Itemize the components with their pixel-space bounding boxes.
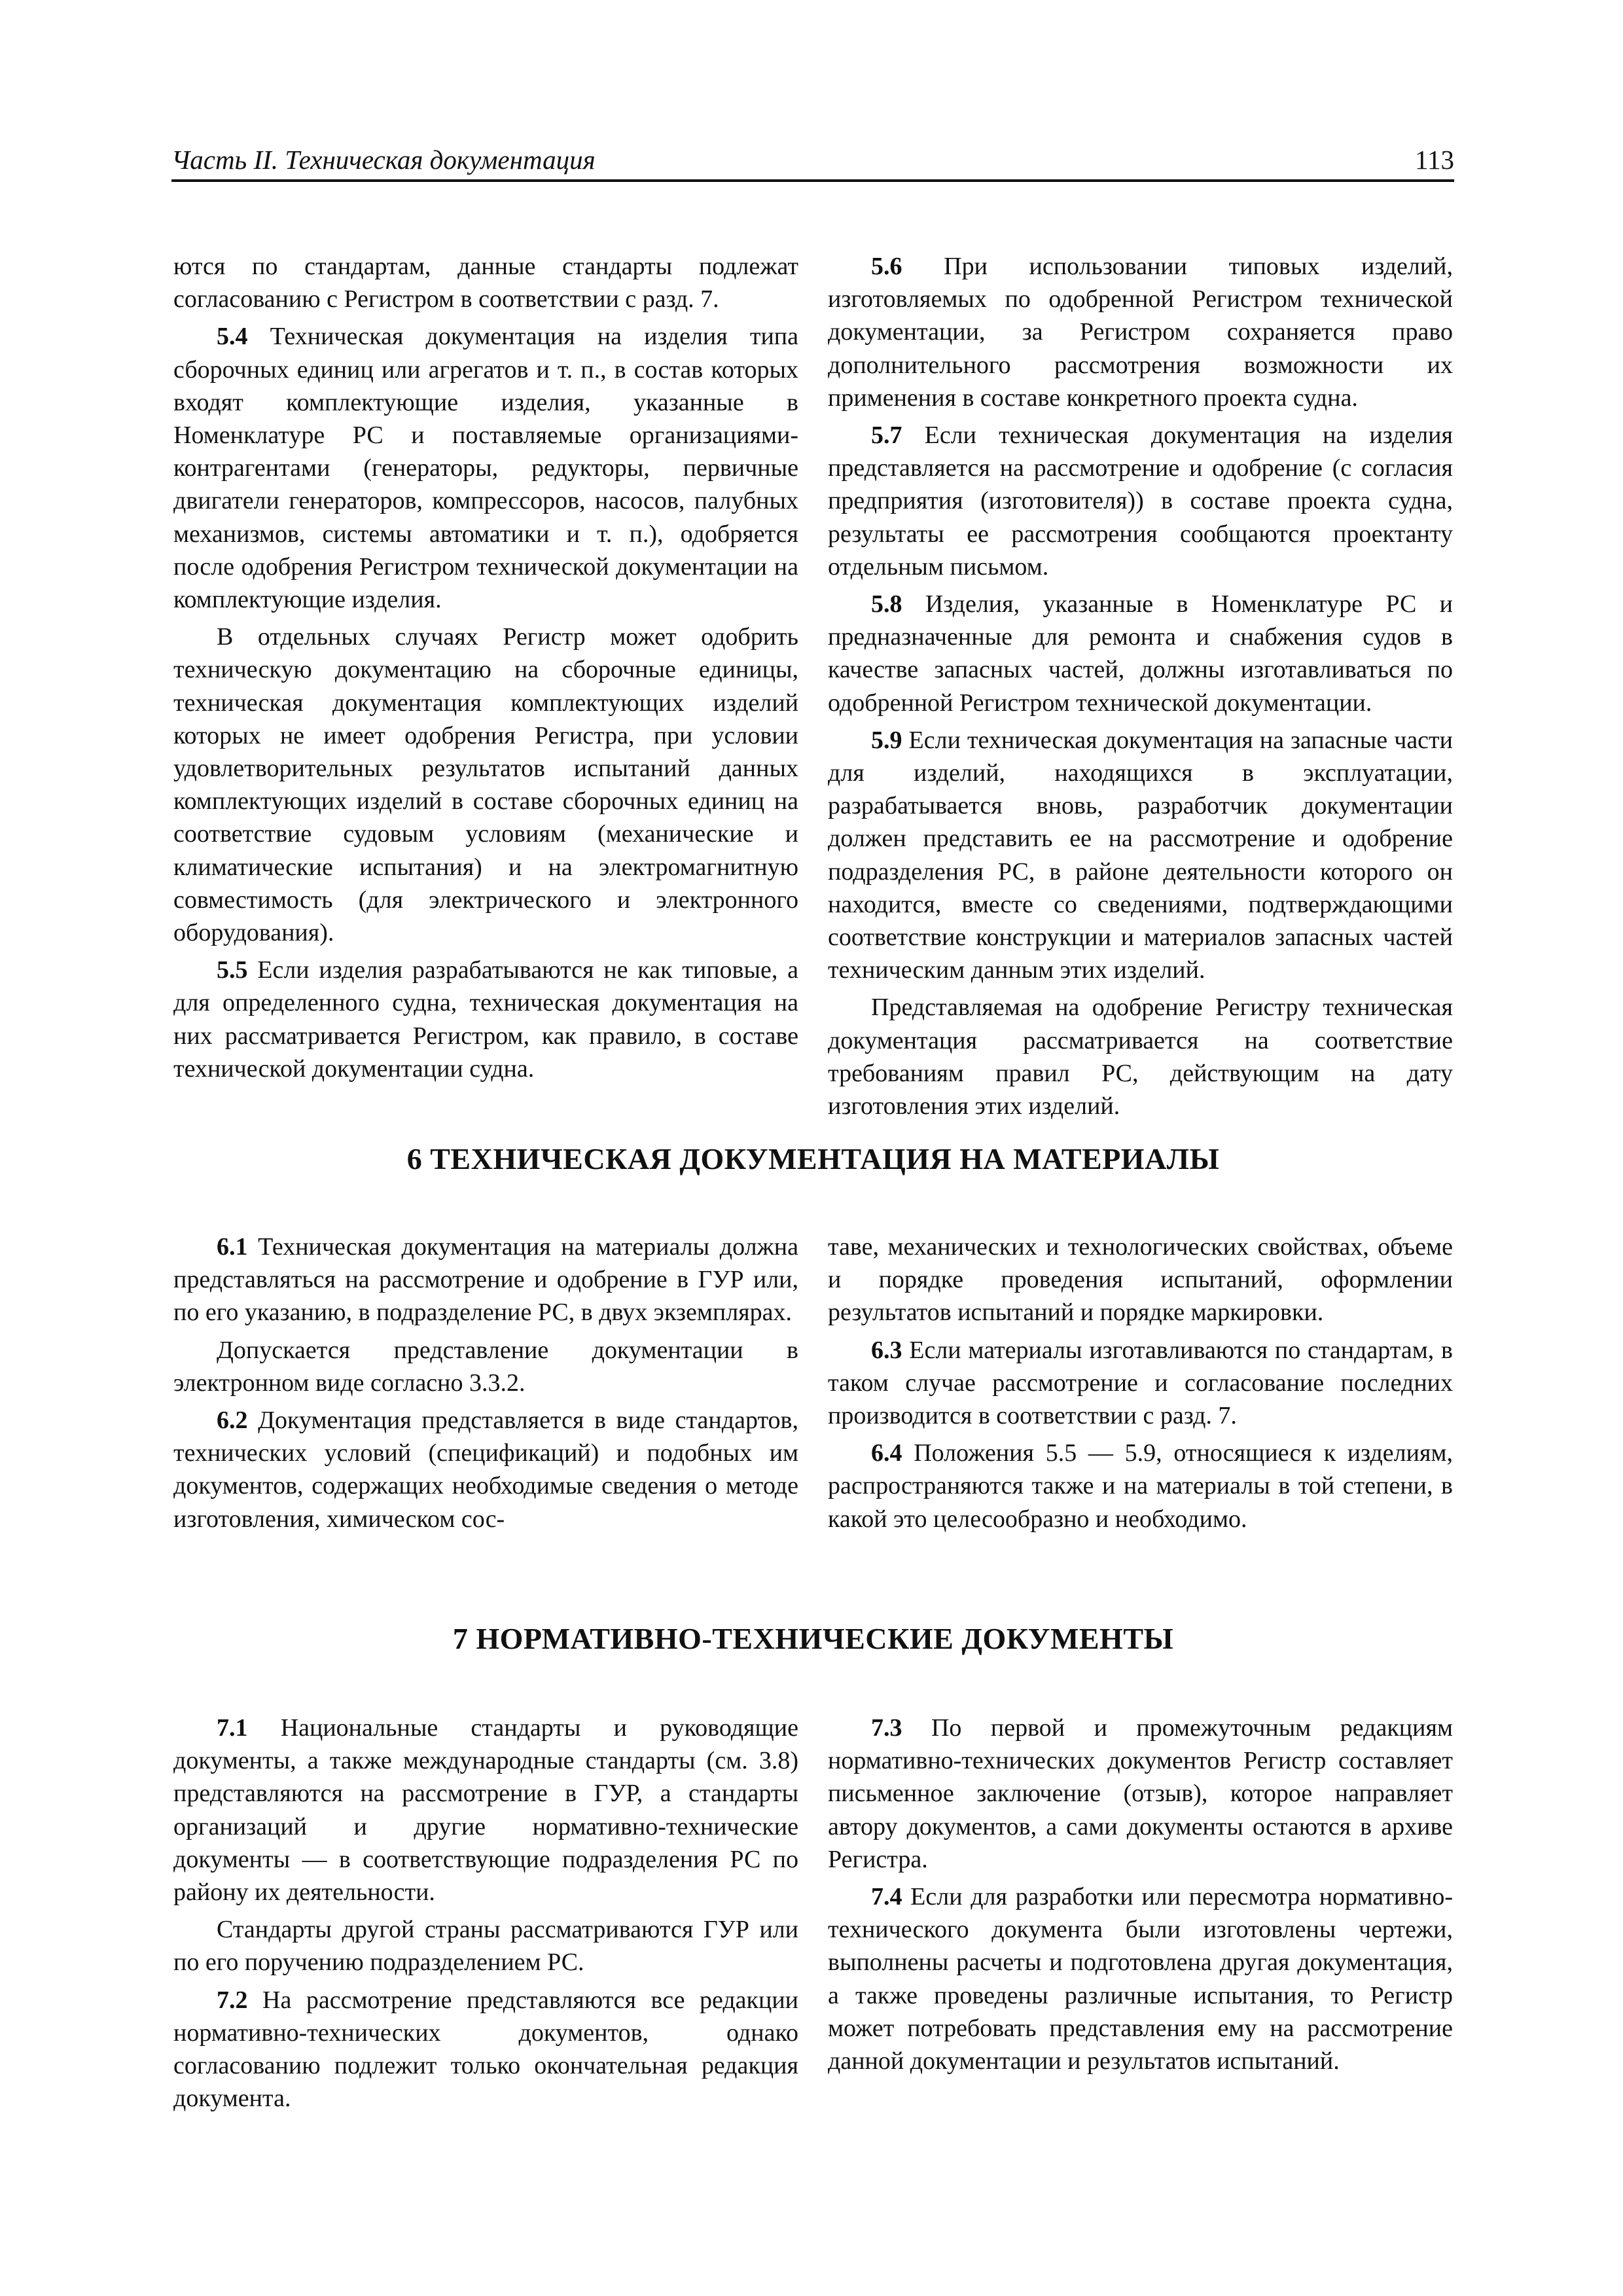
paragraph	[173, 320, 798, 616]
paragraph	[828, 1880, 1453, 2077]
paragraph	[828, 1334, 1453, 1433]
page-number: 113	[1415, 145, 1454, 175]
paragraph	[173, 620, 798, 949]
clause-number: 6.4	[871, 1439, 902, 1467]
paragraph-text: Национальные стандарты и руководящие документы, а также международные стандарты (см. 3.8) представляются на рассмотрение в ГУР, а стандарты организаций и другие нормативно-технические документы — в соответствующие подразделения РС по району их деятельности.	[173, 1714, 798, 1907]
paragraph	[173, 1984, 798, 2115]
right-column	[828, 1712, 1453, 2115]
clause-number: 5.7	[871, 422, 902, 450]
paragraph	[828, 419, 1453, 583]
page-header	[171, 143, 1454, 182]
clause-number: 5.6	[871, 253, 902, 280]
paragraph-text: Техническая документация на материалы должна представляться на рассмотрение и одобрение в ГУР или, по его указанию, в подразделение РС, в двух экземплярах.	[173, 1233, 798, 1327]
paragraph-text: Стандарты другой страны рассматриваются ГУР или по его поручению подразделением РС.	[173, 1916, 798, 1977]
right-column	[828, 250, 1453, 1122]
paragraph-text: ются по стандартам, данные стандарты подлежат согласованию с Регистром в соответствии с разд. 7.	[173, 253, 798, 314]
clause-number: 5.4	[217, 323, 248, 351]
section-6-body	[173, 1230, 1453, 1535]
clause-number: 6.1	[217, 1233, 248, 1261]
clause-number: 7.4	[871, 1883, 902, 1911]
right-column	[828, 1230, 1453, 1535]
clause-number: 5.5	[217, 956, 248, 984]
section-5-body	[173, 250, 1453, 1122]
clause-number: 7.2	[217, 1986, 248, 2014]
clause-number: 5.8	[871, 590, 902, 619]
paragraph-text: Если техническая документация на запасные части для изделий, находящихся в эксплуатации, разрабатывается вновь, разработчик документации должен представить ее на рассмотрение и одобрение подразделения РС, в районе деятельности которого он находится, вместе со сведениями, подтверждающими соответствие конструкции и материалов запасных частей техническим данным этих изделий.	[828, 726, 1453, 984]
paragraph	[828, 588, 1453, 719]
paragraph	[173, 1913, 798, 1979]
paragraph-text: При использовании типовых изделий, изготовляемых по одобренной Регистром технической документации, за Регистром сохраняется право дополнительного рассмотрения возможности их применения в составе конкретного проекта судна.	[828, 253, 1453, 412]
clause-number: 7.1	[217, 1714, 248, 1742]
paragraph	[173, 250, 798, 315]
paragraph	[828, 1230, 1453, 1329]
clause-number: 6.3	[871, 1336, 902, 1364]
clause-number: 7.3	[871, 1714, 902, 1742]
left-column	[173, 1712, 798, 2115]
paragraph-text: Если изделия разрабатываются не как типовые, а для определенного судна, техническая документация на них рассматривается Регистром, как правило, в составе технической документации судна.	[173, 956, 798, 1083]
section-7-title: 7 НОРМАТИВНО-ТЕХНИЧЕСКИЕ ДОКУМЕНТЫ	[452, 1622, 1174, 1655]
paragraph-text: Изделия, указанные в Номенклатуре РС и предназначенные для ремонта и снабжения судов в качестве запасных частей, должны изготавливаться по одобренной Регистром технической документации.	[828, 590, 1453, 717]
running-title: Часть II. Техническая документация	[171, 145, 596, 175]
paragraph-text: Допускается представление документации в электронном виде согласно 3.3.2.	[173, 1336, 798, 1397]
left-column	[173, 250, 798, 1122]
section-7-body	[173, 1712, 1453, 2115]
paragraph-text: Техническая документация на изделия типа сборочных единиц или агрегатов и т. п., в состав которых входят комплектующие изделия, указанные в Номенклатуре РС и поставляемые организациями-контрагентами (генераторы, редукторы, первичные двигатели генераторов, компрессоров, насосов, палубных механизмов, системы автоматики и т. п.), одобряется после одобрения Регистром технической документации на комплектующие изделия.	[173, 323, 798, 614]
paragraph-text: Если для разработки или пересмотра нормативно-технического документа были изготовлены чертежи, выполнены расчеты и подготовлена другая документация, а также проведены различные испытания, то Регистр может потребовать представления ему на рассмотрение данной документации и результатов испытаний.	[828, 1883, 1453, 2075]
paragraph-text: Если материалы изготавливаются по стандартам, в таком случае рассмотрение и согласование последних производится в соответствии с разд. 7.	[828, 1336, 1453, 1430]
left-column	[173, 1230, 798, 1535]
paragraph	[173, 1404, 798, 1535]
paragraph	[173, 1334, 798, 1399]
paragraph-text: Представляемая на одобрение Регистру техническая документация рассматривается на соответствие требованиям правил РС, действующим на дату изготовления этих изделий.	[828, 994, 1453, 1121]
paragraph	[828, 1712, 1453, 1876]
paragraph-text: таве, механических и технологических свойствах, объеме и порядке проведения испытаний, оформлении результатов испытаний и порядке маркировки.	[828, 1233, 1453, 1327]
paragraph	[828, 250, 1453, 414]
paragraph-text: Положения 5.5 — 5.9, относящиеся к изделиям, распространяются также и на материалы в той степени, в какой это целесообразно и необходимо.	[828, 1439, 1453, 1533]
paragraph	[173, 954, 798, 1085]
paragraph	[173, 1230, 798, 1329]
section-6-title: 6 ТЕХНИЧЕСКАЯ ДОКУМЕНТАЦИЯ НА МАТЕРИАЛЫ	[406, 1142, 1220, 1175]
paragraph-text: На рассмотрение представляются все редакции нормативно-технических документов, однако согласованию подлежит только окончательная редакция документа.	[173, 1986, 798, 2113]
paragraph-text: Документация представляется в виде стандартов, технических условий (спецификаций) и подобных им документов, содержащих необходимые сведения о методе изготовления, химическом сос-	[173, 1407, 798, 1533]
paragraph	[828, 991, 1453, 1122]
paragraph	[828, 1437, 1453, 1535]
clause-number: 5.9	[871, 726, 902, 754]
clause-number: 6.2	[217, 1407, 248, 1435]
paragraph	[173, 1712, 798, 1909]
paragraph-text: В отдельных случаях Регистр может одобрить техническую документацию на сборочные единицы, техническая документация комплектующих изделий которых не имеет одобрения Регистра, при условии удовлетворительных результатов испытаний данных комплектующих изделий в составе сборочных единиц на соответствие судовым условиям (механические и климатические испытания) и на электромагнитную совместимость (для электрического и электронного оборудования).	[173, 623, 798, 947]
paragraph-text: Если техническая документация на изделия представляется на рассмотрение и одобрение (с согласия предприятия (изготовителя)) в составе проекта судна, результаты ее рассмотрения сообщаются проектанту отдельным письмом.	[828, 422, 1453, 581]
paragraph	[828, 724, 1453, 987]
paragraph-text: По первой и промежуточным редакциям нормативно-технических документов Регистр составляет письменное заключение (отзыв), которое направляет автору документов, а сами документы остаются в архиве Регистра.	[828, 1714, 1453, 1873]
